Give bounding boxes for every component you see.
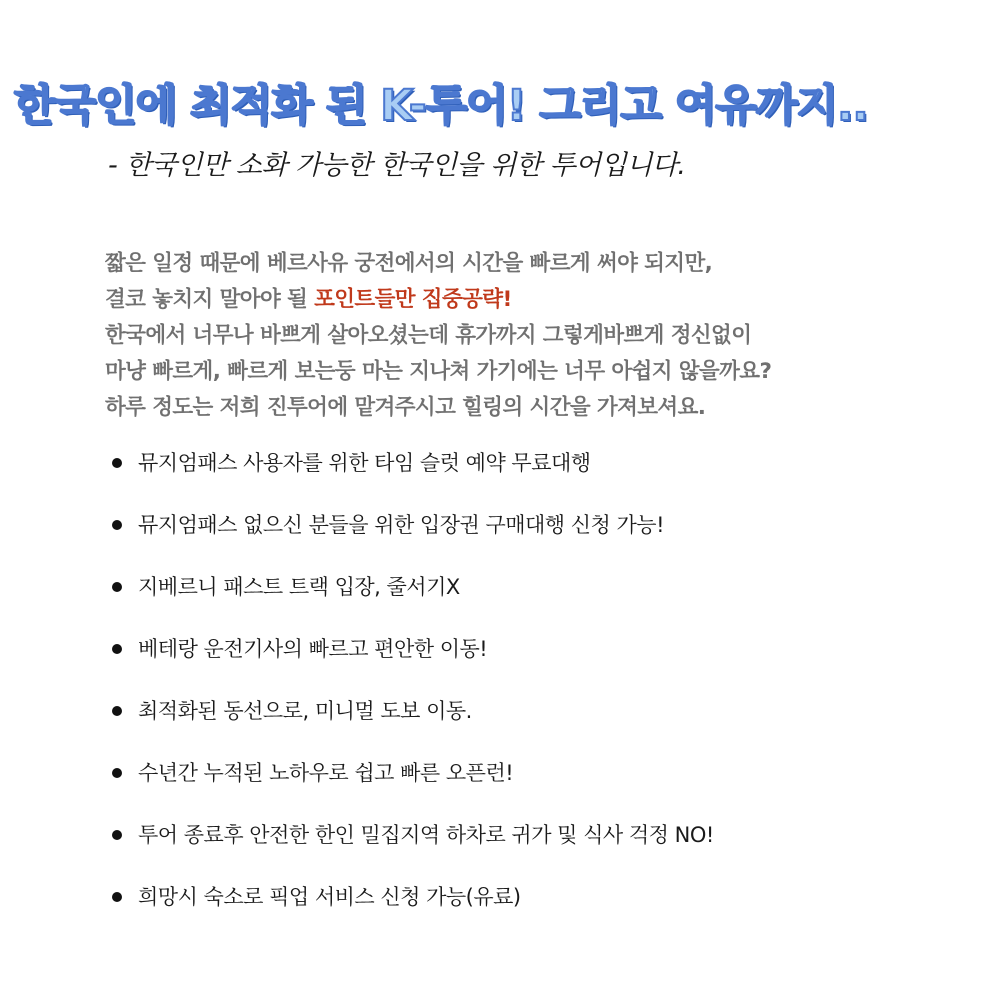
feature-text: 지베르니 패스트 트랙 입장, 줄서기X (138, 575, 460, 599)
feature-item (108, 631, 714, 693)
bullet-icon (112, 706, 122, 716)
intro-line-2-prefix: 결코 놓치지 말아야 될 (105, 287, 315, 312)
feature-text: 투어 종료후 안전한 한인 밀집지역 하차로 귀가 및 식사 걱정 NO! (138, 823, 714, 847)
bullet-icon (112, 520, 122, 530)
bullet-icon (112, 458, 122, 468)
intro-line-3: 한국에서 너무나 바쁘게 살아오셨는데 휴가까지 그렇게바쁘게 정신없이 (105, 323, 752, 348)
feature-text: 베테랑 운전기사의 빠르고 편안한 이동! (138, 637, 488, 661)
feature-item (108, 445, 714, 507)
intro-line-2 (105, 282, 985, 318)
page-headline: 한국인에 최적화 된 K-투어! 그리고 여유까지.. (14, 81, 868, 131)
feature-text: 최적화된 동선으로, 미니멀 도보 이동. (138, 699, 472, 723)
feature-text: 뮤지엄패스 없으신 분들을 위한 입장권 구매대행 신청 가능! (138, 513, 665, 537)
feature-item (108, 879, 714, 941)
feature-list (108, 445, 714, 941)
bullet-icon (112, 892, 122, 902)
intro-highlight: 포인트들만 집중공략! (314, 287, 512, 312)
feature-text: 희망시 숙소로 픽업 서비스 신청 가능(유료) (138, 885, 521, 909)
feature-item (108, 755, 714, 817)
feature-item (108, 507, 714, 569)
bullet-icon (112, 582, 122, 592)
bullet-icon (112, 644, 122, 654)
bullet-icon (112, 830, 122, 840)
intro-line-5: 하루 정도는 저희 진투어에 맡겨주시고 힐링의 시간을 가져보셔요. (105, 395, 706, 420)
page-subtitle: - 한국인만 소화 가능한 한국인을 위한 투어입니다. (108, 150, 686, 181)
feature-item (108, 817, 714, 879)
intro-line-4: 마냥 빠르게, 빠르게 보는둥 마는 지나쳐 가기에는 너무 아쉽지 않을까요? (105, 359, 772, 384)
feature-text: 뮤지엄패스 사용자를 위한 타임 슬럿 예약 무료대행 (138, 451, 591, 475)
bullet-icon (112, 768, 122, 778)
feature-item (108, 693, 714, 755)
intro-paragraph (105, 246, 985, 426)
feature-item (108, 569, 714, 631)
intro-line-1: 짧은 일정 때문에 베르사유 궁전에서의 시간을 빠르게 써야 되지만, (105, 251, 713, 276)
feature-text: 수년간 누적된 노하우로 쉽고 빠른 오픈런! (138, 761, 514, 785)
